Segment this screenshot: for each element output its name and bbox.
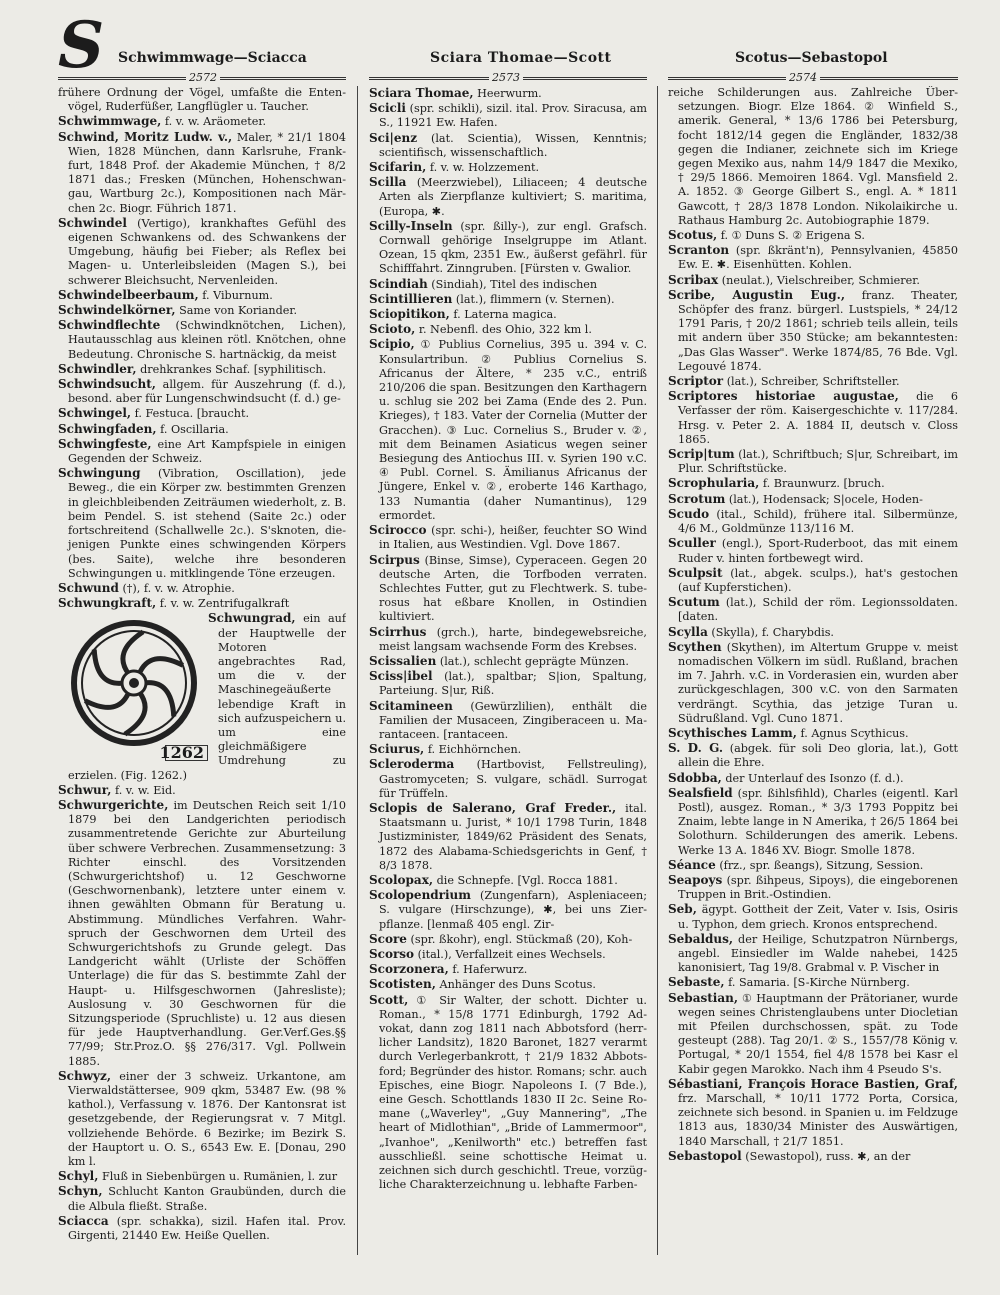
entry-text: Heerwurm. <box>477 87 542 100</box>
entry-headword: Scorso <box>369 946 415 961</box>
entry-text: (Hartbovist, Fellstreuling), Gastromyceten; S. vulgare, schädl. Surrogat für Trüffeln. <box>379 758 647 800</box>
entry-headword: Scilly-Inseln <box>369 218 453 233</box>
entry-text: (ital.), Verfallzeit eines Wechsels. <box>417 947 606 961</box>
entry-text: (lat.), Hodensack; S|ocele, Hoden- <box>728 492 923 506</box>
entry-headword: Sébastiani, François Horace Bastien, Graf, <box>668 1076 958 1091</box>
entry-headword: Scirrhus <box>369 624 427 639</box>
entry-text: (neulat.), Vielschreiber, Schmierer. <box>721 273 920 287</box>
entry-text: (lat.), spaltbar; S|ion, Spaltung, Parteiung. S|ur, Riß. <box>379 670 647 698</box>
dictionary-entry <box>58 422 346 437</box>
entry-text: (Sindiah), Titel des indischen <box>431 277 598 291</box>
entry-headword: Scotisten, <box>369 977 436 992</box>
dictionary-entry <box>369 175 647 219</box>
entry-text: f. Braunwurz. [bruch. <box>762 477 885 491</box>
entry-headword: Sci|enz <box>369 130 418 145</box>
dictionary-entry <box>369 757 647 801</box>
entry-text: Fluß in Siebenbürgen u. Rumänien, l. zur <box>101 1170 338 1184</box>
entry-text: ① Publius Cornelius, 395 u. 394 v. C. Konsulartribun. ② Publius Cornelius S. Africanus der Ältere, * 235 v.C., entriß 210/206 die span. Besitzungen den Karthagern u. schlug sie 202 bei Zama (Ende des 2. Pun. Krieges), † 183. Vater der Cornelia (Mutter der Gracchen). ③ Luc. Cornelius S., Bruder v. ②, mit dem Beinamen Asiaticus wegen seiner Besiegung des Antiochus III. v. Syrien 190 v.C. ④ Publ. Cornel. S. Ämilianus Africanus der Jüngere, Enkel v. ②, eroberte 146 Karthago, 133 Numantia (daher Numantinus), 129 ermordet. <box>379 338 647 522</box>
dictionary-entry <box>58 377 346 406</box>
dictionary-entry <box>58 362 346 377</box>
entry-text: drehkrankes Schaf. [syphilitisch. <box>140 362 327 376</box>
entry-headword: Sciopitikon, <box>369 307 450 322</box>
entry-headword: Schwingel, <box>58 406 132 421</box>
entry-headword: Schwungkraft, <box>58 596 157 611</box>
entry-headword: Scipio, <box>369 337 415 352</box>
dictionary-entry <box>668 873 958 902</box>
entry-headword: Sdobba, <box>668 770 722 785</box>
entry-text: (Schwindknötchen, Lichen), Hautausschlag aus kleinen rötl. Knötchen, ohne Bedeutung. Chronische S. hartnäckig, da meist <box>68 319 346 361</box>
entry-headword: Scirocco <box>369 523 427 538</box>
running-head-right: Scotus—Sebastopol <box>735 50 888 66</box>
dictionary-entry <box>58 318 346 362</box>
entry-text: (spr. ßihpeus, Sipoys), die eingeborenen Truppen in Brit.-Ostindien. <box>678 873 958 902</box>
entry-headword: Score <box>369 931 407 946</box>
page-number-left: 2572 <box>186 71 220 84</box>
entry-headword: Schwindel <box>58 215 127 230</box>
entry-headword: Scorzonera, <box>369 962 449 977</box>
entry-headword: Séance <box>668 857 716 872</box>
entry-headword: Scudo <box>668 506 710 521</box>
entry-headword: Scissalien <box>369 653 437 668</box>
dictionary-entry <box>668 507 958 536</box>
entry-text: Schlucht Kanton Graubünden, durch die die Albula fließt. Straße. <box>68 1185 346 1213</box>
entry-text: (Sewastopol), russ. ✱, an der <box>745 1149 911 1163</box>
entry-text: f. v. w. Holzzement. <box>429 161 540 175</box>
entry-text: f. v. w. Zentrifugalkraft <box>159 597 290 611</box>
entry-headword: Scott, <box>369 992 409 1007</box>
dictionary-entry <box>369 219 647 277</box>
entry-text: (engl.), Sport-Ruderboot, das mit einem Ruder v. hinten fortbewegt wird. <box>678 537 958 565</box>
dictionary-entry <box>668 476 958 491</box>
dictionary-entry <box>369 947 647 962</box>
entry-text: f. Oscillaria. <box>160 422 229 436</box>
entry-headword: Schwindsucht, <box>58 377 156 392</box>
dictionary-entry <box>369 993 647 1193</box>
entry-text: (Skylla), f. Charybdis. <box>711 625 834 639</box>
entry-text: (frz., spr. ßeangs), Sitzung, Session. <box>719 858 924 872</box>
entry-text: (spr. ßkränt'n), Pennsylvanien, 45850 Ew. E. ✱. Eisenhütten. Kohlen. <box>678 244 958 272</box>
entry-text: ① Hauptmann der Prätorianer, wurde wegen seines Christenglaubens unter Diocletian mit Pfeilen durchschossen, spät. zu Tode gesteupt (288). Tag 20/1. ② S., 1557/78 König v. Portugal, * 20/1 1554, fiel 4/8 1578 bei Kasr el Kabir gegen Marokko. Nach ihm 4 Pseudo S's. <box>678 991 958 1076</box>
entry-text: (spr. schi-), heißer, feuchter SO Wind in Italien, aus Westindien. Vgl. Dove 1867. <box>379 524 647 552</box>
entry-text: f. Viburnum. <box>202 288 273 302</box>
entry-text: (Zungenfarn), Aspleniaceen; S. vulgare (Hirschzunge), ✱, bei uns Zierpflanze. [lenmaß 405 engl. Zir- <box>379 889 647 931</box>
entry-text: (ital., Schild), frühere ital. Silbermünze, 4/6 M., Goldmünze 113/116 M. <box>678 507 958 536</box>
dictionary-entry <box>58 406 346 421</box>
entry-headword: Scioto, <box>369 322 416 337</box>
entry-text: (Meerzwiebel), Liliaceen; 4 deutsche Arten als Zierpflanze kultiviert; S. maritima, (Europa, ✱. <box>379 176 647 218</box>
column-center <box>369 86 647 1256</box>
dictionary-entry <box>369 86 647 101</box>
dictionary-entry <box>369 553 647 625</box>
entry-text: (lat.), Schreiber, Schriftsteller. <box>726 375 900 389</box>
entry-headword: Schwingfaden, <box>58 421 157 436</box>
dictionary-entry <box>58 1184 346 1213</box>
entry-headword: Scolopax, <box>369 872 434 887</box>
entry-headword: Scythen <box>668 639 722 654</box>
dictionary-entry <box>668 288 958 374</box>
entry-headword: Scribax <box>668 272 719 287</box>
figure-number: 1262 <box>165 745 208 761</box>
entry-text: Anhänger des Duns Scotus. <box>439 978 596 992</box>
entry-headword: Scleroderma <box>369 757 455 772</box>
entry-text: die 6 Verfasser der röm. Kaisergeschichte v. 117/284. Hrsg. v. Peter 2. A. 1884 II, deutsch v. Closs 1865. <box>678 390 958 446</box>
entry-text: (Binse, Simse), Cyperaceen. Gegen 20 deutsche Arten, die Torfboden verraten. Schlechtes Futter, gut zu Flechtwerk. S. tuberosus hat eßbare Knollen, in Ostindien kultiviert. <box>379 553 647 624</box>
entry-text: f. Festuca. [braucht. <box>134 407 250 421</box>
entry-headword: Scotus, <box>668 228 718 243</box>
entry-headword: Schwindler, <box>58 361 137 376</box>
entry-text: (spr. ßihlsfihld), Charles (eigentl. Karl Postl), ausgez. Roman., * 3/3 1793 Poppitz bei Znaim, lebte lange in N Amerika, † 26/5 1864 bei Solothurn. Schilderungen des amerik. Lebens. Werke 13 A. 1846 XV. Biogr. Smolle 1878. <box>678 786 958 857</box>
dictionary-entry <box>369 962 647 977</box>
entry-text: (lat.), schlecht geprägte Münzen. <box>439 654 629 668</box>
entry-text: (grch.), harte, bindegewebsreiche, meist langsam wachsende Form des Krebses. <box>379 625 647 653</box>
entry-headword: Scicli <box>369 101 406 116</box>
dictionary-entry <box>58 114 346 129</box>
dictionary-entry <box>369 277 647 292</box>
dictionary-entry <box>668 273 958 288</box>
entry-headword: Schwur, <box>58 782 112 797</box>
entry-text: f. Agnus Scythicus. <box>800 726 909 740</box>
entry-headword: Sculler <box>668 536 716 551</box>
entry-text: f. v. w. Eid. <box>114 783 176 797</box>
entry-headword: Scrophularia, <box>668 476 760 491</box>
entry-text: (Skythen), im Altertum Gruppe v. meist nomadischen Völkern im südl. Rußland, brachen im 7. Jahrh. v.C. in Vorderasien ein, wurden aber zurückgeschlagen, 300 v.C. von den Sarmaten verdrängt. Scythia, das jetzige Turan u. Südrußland. Vgl. Cuno 1871. <box>678 640 958 725</box>
entry-text: (lat., abgek. sculps.), hat's gestochen (auf Kupferstichen). <box>678 566 958 594</box>
entry-headword: Schwindflechte <box>58 318 161 333</box>
dictionary-entry <box>369 654 647 669</box>
dictionary-entry <box>369 742 647 757</box>
entry-text: f. ① Duns S. ② Erigena S. <box>720 229 865 243</box>
entry-headword: Schwungrad, <box>208 611 296 626</box>
entry-headword: Schwindelkörner, <box>58 303 176 318</box>
dictionary-entry <box>58 216 346 288</box>
section-letter: S <box>58 8 105 83</box>
dictionary-entry <box>668 536 958 565</box>
dictionary-entry <box>58 1214 346 1243</box>
entry-text: der Heilige, Schutzpatron Nürnbergs, angebl. Einsiedler im Walde nahebei, 1425 kanonisiert, Tag 19/8. Grabmal v. P. Vischer in <box>678 932 958 975</box>
entry-headword: Sciacca <box>58 1213 109 1228</box>
entry-headword: Schwingung <box>58 466 141 481</box>
dictionary-entry <box>369 160 647 175</box>
entry-headword: Scolopendrium <box>369 888 471 903</box>
entry-text: f. Haferwurz. <box>452 963 528 977</box>
entry-text: (Gewürzlilien), enthält die Familien der Musaceen, Zingiberaceen u. Marantaceen. [rantaceen. <box>379 699 647 741</box>
entry-headword: Scifarin, <box>369 160 427 175</box>
dictionary-entry <box>58 288 346 303</box>
entry-text: (spr. ßkohr), engl. Stückmaß (20), Koh- <box>410 932 633 946</box>
dictionary-entry <box>668 625 958 640</box>
dictionary-entry <box>369 131 647 160</box>
entry-text: im Deutschen Reich seit 1/10 1879 bei den Landgerichten periodisch zusammentretende Gerichte zur Aburteilung über schwere Verbrechen. Zusammensetzung: 3 Richter einschl. des Vorsitzenden (Schwurgerichtshof) u. 12 Geschworne (Geschwornenbank), letztere unter einem v. ihnen gewählten Obmann für Beratung u. Abstimmung. Mündliches Verfahren. Wahrspruch der Geschwornen dem Urteil des Schwurgerichtshofs zu Grunde gelegt. Das Landgericht wählt (Urliste der Schöffen Unterlage) die für das S. bestimmte Zahl der Haupt- u. Hilfsgeschwornen (Jahresliste); Auslosung v. 30 Geschwornen für die Sitzungsperiode (Spruchliste) u. 12 aus diesen für jede Hauptverhandlung. Ger.Verf.Ges.§§ 77/99; Str.Proz.O. §§ 276/317. Vgl. Pollwein 1885. <box>68 798 346 1068</box>
entry-text: (spr. schakka), sizil. Hafen ital. Prov. Girgenti, 21440 Ew. Heiße Quellen. <box>68 1214 346 1243</box>
entry-headword: Scilla <box>369 175 407 190</box>
entry-headword: Seb, <box>668 902 697 917</box>
entry-headword: Scranton <box>668 243 730 258</box>
entry-headword: Schwurgerichte, <box>58 797 169 812</box>
page-number-center-rule <box>369 71 647 83</box>
entry-text: ägypt. Gottheit der Zeit, Vater v. Isis, Osiris u. Typhon, dem griech. Kronos entsprechend. <box>678 903 958 931</box>
page-number-right: 2574 <box>786 71 820 84</box>
dictionary-entry <box>668 243 958 272</box>
dictionary-entry <box>58 303 346 318</box>
dictionary-entry <box>58 611 346 782</box>
dictionary-entry <box>369 977 647 992</box>
entry-headword: Sciurus, <box>369 742 425 757</box>
entry-headword: Sculpsit <box>668 565 723 580</box>
dictionary-entry <box>58 437 346 466</box>
dictionary-entry <box>668 932 958 976</box>
dictionary-entry <box>668 1077 958 1149</box>
dictionary-entry <box>668 447 958 476</box>
dictionary-entry <box>668 902 958 931</box>
entry-text: einer der 3 schweiz. Urkantone, am Vierwaldstättersee, 909 qkm, 53487 Ew. (98 % kathol.), Verfassung v. 1876. Der Kantonsrat ist gesetzgebende, der Regierungsrat v. 7 Mitgl. vollziehende Behörde. 6 Bezirke; im Bezirk S. der Hauptort u. O. S., 6543 Ew. E. [Donau, 290 km l. <box>68 1069 346 1169</box>
dictionary-entry <box>369 873 647 888</box>
dictionary-entry <box>58 1169 346 1184</box>
entry-text: (abgek. für soli Deo gloria, lat.), Gott allein die Ehre. <box>678 742 958 770</box>
dictionary-entry <box>668 566 958 595</box>
dictionary-entry <box>369 307 647 322</box>
entry-text: der Unterlauf des Isonzo (f. d.). <box>725 771 904 785</box>
entry-headword: Scriptores historiae augustae, <box>668 389 899 404</box>
dictionary-entry <box>369 337 647 523</box>
entry-text: reiche Schilderungen aus. Zahlreiche Übersetzungen. Biogr. Elze 1864. ② Winfield S., amerik. General, * 13/6 1786 bei Petersburg, focht 1812/14 gegen die Engländer, 1832/38 gegen die Indianer, zeichnete sich im Kriege gegen Mexiko aus, nahm 14/9 1847 die Mexiko, † 29/5 1866. Memoiren 1864. Vgl. Mansfield 2. A. 1852. ③ George Gilbert S., engl. A. * 1811 Gawcott, † 28/3 1878 London. Nikolaikirche u. Rathaus Hamburg 2c. Autobiographie 1879. <box>668 86 958 227</box>
running-head-center: Sciara Thomae—Scott <box>430 50 612 66</box>
entry-headword: Sebastopol <box>668 1148 742 1163</box>
entry-headword: Sealsfield <box>668 785 733 800</box>
entry-headword: Scitamineen <box>369 698 453 713</box>
dictionary-entry <box>668 389 958 447</box>
dictionary-entry <box>668 492 958 507</box>
dictionary-entry <box>58 466 346 581</box>
dictionary-entry <box>58 798 346 1069</box>
dictionary-entry <box>369 322 647 337</box>
page-number-right-rule <box>668 71 958 83</box>
column-right <box>668 86 958 1256</box>
entry-headword: S. D. G. <box>668 741 724 756</box>
entry-text: allgem. für Auszehrung (f. d.), besond. aber für Lungenschwindsucht (f. d.) ge- <box>68 378 346 406</box>
entry-headword: Scribe, Augustin Eug., <box>668 287 846 302</box>
running-head-left: Schwimmwage—Sciacca <box>118 50 307 66</box>
entry-headword: Scrotum <box>668 491 726 506</box>
entry-headword: Sebastian, <box>668 990 739 1005</box>
entry-text: frühere Ordnung der Vögel, umfaßte die Entenvögel, Ruderfüßer, Langflügler u. Taucher. <box>58 86 346 114</box>
entry-text: (lat.), Schriftbuch; S|ur, Schreibart, im Plur. Schriftstücke. <box>678 448 958 476</box>
entry-text: eine Art Kampfspiele in einigen Gegenden der Schweiz. <box>68 437 346 466</box>
entry-text: (Vibration, Oscillation), jede Beweg., die ein Körper zw. bestimmten Grenzen in gleichbleibenden Zeiträumen wiederholt, z. B. beim Pendel. S. ist stehend (Saite 2c.) oder fortschreitend (Schallwelle 2c.). S'sknoten, diejenigen Punkte eines schwingenden Körpers (bes. Saite), welche ihre besonderen Schwingungen u. mitklingende Töne erzeugen. <box>68 467 346 580</box>
entry-headword: Seapoys <box>668 872 723 887</box>
entry-headword: Scirpus <box>369 552 420 567</box>
entry-headword: Scindiah <box>369 276 428 291</box>
dictionary-entry <box>668 595 958 624</box>
entry-headword: Schwund <box>58 580 119 595</box>
dictionary-entry <box>58 130 346 216</box>
entry-headword: Sciara Thomae, <box>369 86 474 100</box>
entry-text: ein auf der Hauptwelle der Motoren angebrachtes Rad, um die v. der Maschinegeäußerte lebendige Kraft in sich aufzuspeichern u. um eine gleichmäßigere Umdrehung zu erzielen. (Fig. 1262.) <box>68 612 346 782</box>
dictionary-entry <box>668 640 958 726</box>
entry-text: (spr. schikli), sizil. ital. Prov. Siracusa, am S., 11921 Ew. Hafen. <box>379 102 647 130</box>
entry-text: f. Eichhörnchen. <box>427 743 522 757</box>
entry-headword: Schwindelbeerbaum, <box>58 287 199 302</box>
entry-text: ital. Staatsmann u. Jurist, * 10/1 1798 Turin, 1848 Justizminister, 1849/62 Präsident des Senats, 1872 des Alabama-Schiedsgerichts in Genf, † 8/3 1878. <box>379 801 647 872</box>
dictionary-entry <box>668 86 958 228</box>
dictionary-entry <box>369 101 647 130</box>
dictionary-entry <box>668 741 958 770</box>
dictionary-entry <box>58 783 346 798</box>
entry-text: f. v. w. Aräometer. <box>164 115 267 129</box>
entry-text: Maler, * 21/1 1804 Wien, 1828 München, dann Karlsruhe, Frankfurt, 1848 Prof. der Akademie München, † 8/2 1871 das.; Fresken (München, Hohenschwangau, Wartburg 2c.), Kompositionen nach Märchen 2c. Biogr. Führich 1871. <box>68 130 346 215</box>
dictionary-entry <box>668 228 958 243</box>
entry-headword: Scintillieren <box>369 291 453 306</box>
entry-text: Same von Koriander. <box>179 304 298 318</box>
entry-text: f. Samaria. [S-Kirche Nürnberg. <box>728 976 910 990</box>
dictionary-entry <box>668 975 958 990</box>
dictionary-entry <box>369 699 647 743</box>
entry-headword: Schwyz, <box>58 1068 111 1083</box>
dictionary-entry <box>369 888 647 932</box>
dictionary-entry <box>668 858 958 873</box>
entry-text: die Schnepfe. [Vgl. Rocca 1881. <box>436 873 618 887</box>
dictionary-entry <box>668 1149 958 1164</box>
entry-text: (lat.), flimmern (v. Sternen). <box>455 292 615 306</box>
dictionary-entry <box>58 86 346 114</box>
column-divider <box>657 86 658 1255</box>
entry-text: (†), f. v. w. Atrophie. <box>122 581 235 595</box>
dictionary-entry <box>58 596 346 611</box>
entry-text: frz. Marschall, * 10/11 1772 Porta, Corsica, zeichnete sich besond. in Spanien u. im Feldzuge 1813 aus, 1830/34 Minister des Auswärtigen, 1840 Marschall, † 21/7 1851. <box>678 1092 958 1148</box>
entry-text: r. Nebenfl. des Ohio, 322 km l. <box>418 323 592 337</box>
dictionary-entry <box>369 292 647 307</box>
dictionary-entry <box>369 932 647 947</box>
entry-headword: Sciss|ibel <box>369 669 433 684</box>
flywheel-figure <box>68 613 210 763</box>
dictionary-entry <box>369 523 647 552</box>
dictionary-entry <box>369 625 647 654</box>
dictionary-entry <box>668 786 958 858</box>
dictionary-entry <box>668 726 958 741</box>
entry-text: (lat.), Schild der röm. Legionssoldaten. [daten. <box>678 596 958 624</box>
entry-text: (spr. ßilly-), zur engl. Grafsch. Cornwall gehörige Inselgruppe im Atlant. Ozean, 15 qkm, 2351 Ew., äußerst gefährl. für Schifffahrt. Zinngruben. [Fürsten v. Gwalior. <box>379 219 647 276</box>
column-left <box>58 86 346 1256</box>
entry-text: ① Sir Walter, der schott. Dichter u. Roman., * 15/8 1771 Edinburgh, 1792 Advokat, dann zog 1811 nach Abbotsford (herrlicher Landsitz), 1820 Baronet, 1827 verarmt durch Verlegerbankrott, † 21/9 1832 Abbotsford; Begründer des histor. Romans; schr. auch Episches, eine Biogr. Napoleons I. (7 Bde.), eine Gesch. Schottlands 1830 II 2c. Seine Romane („Waverley", „Guy Mannering", „The heart of Midlothian", „Bride of Lammermoor", „Ivanhoe", „Kenilworth" etc.) betreffen fast ausschließl. seine schottische Heimat u. zeichnen sich durch geschichtl. Treue, vorzügliche Charakterzeichnung u. lebhafte Farben- <box>379 993 647 1192</box>
dictionary-entry <box>369 801 647 873</box>
flywheel-illustration <box>68 613 210 763</box>
entry-headword: Sclopis de Salerano, Graf Freder., <box>369 800 617 815</box>
dictionary-entry <box>58 1069 346 1169</box>
dictionary-entry <box>668 374 958 389</box>
entry-headword: Schwingfeste, <box>58 436 152 451</box>
entry-headword: Schyn, <box>58 1184 103 1199</box>
dictionary-entry <box>58 581 346 596</box>
entry-text: (lat. Scientia), Wissen, Kenntnis; scientifisch, wissenschaftlich. <box>379 131 647 159</box>
entry-headword: Scythisches Lamm, <box>668 725 797 740</box>
dictionary-entry <box>668 771 958 786</box>
page-number-center: 2573 <box>489 71 523 84</box>
entry-headword: Sebaldus, <box>668 931 734 946</box>
entry-headword: Sebaste, <box>668 975 725 990</box>
page-number-left-rule <box>58 71 346 83</box>
entry-text: (Vertigo), krankhaftes Gefühl des eigenen Schwankens od. des Schwankens der Umgebung, häufig bei Fieber; als Reflex bei Magen- u. Unterleibsleiden (Magen S.), bei schwerer Bleichsucht, Nervenleiden. <box>68 216 346 287</box>
entry-text: f. Laterna magica. <box>453 308 557 322</box>
entry-headword: Scriptor <box>668 374 724 389</box>
entry-headword: Scylla <box>668 624 708 639</box>
dictionary-entry <box>668 991 958 1077</box>
dictionary-entry <box>369 669 647 698</box>
entry-text: franz. Theater, Schöpfer des franz. bürgerl. Lustspiels, * 24/12 1791 Paris, † 20/2 1861; schrieb teils allein, teils mit andern über 350 Stücke; am bekanntesten: „Das Glas Wasser". Werke 1874/85, 76 Bde. Vgl. Legouvé 1874. <box>678 288 958 373</box>
entry-headword: Schwind, Moritz Ludw. v., <box>58 129 233 144</box>
entry-headword: Schyl, <box>58 1169 99 1184</box>
entry-headword: Scrip|tum <box>668 447 735 462</box>
entry-headword: Schwimmwage, <box>58 114 162 129</box>
column-divider <box>357 86 358 1255</box>
entry-headword: Scutum <box>668 595 720 610</box>
